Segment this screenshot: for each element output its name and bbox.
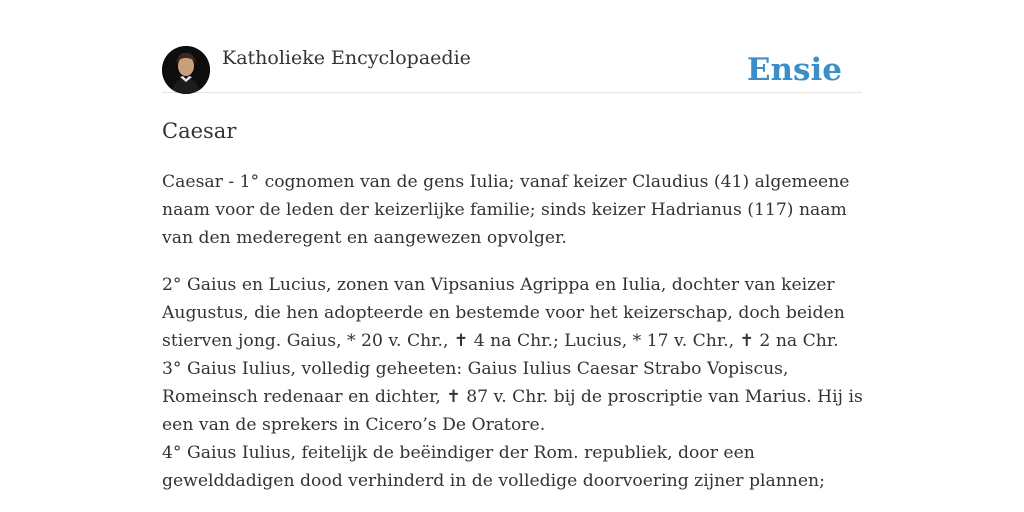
site-header <box>162 46 862 93</box>
article-line: Augustus, die hen adopteerde en bestemde voor het keizerschap, doch beiden <box>162 303 845 323</box>
article-line: van den mederegent en aangewezen opvolger. <box>162 228 567 248</box>
portrait-icon[interactable] <box>162 46 210 94</box>
article-line: een van de sprekers in Cicero’s De Oratore. <box>162 415 546 435</box>
article-line: 4° Gaius Iulius, feitelijk de beëindiger der Rom. republiek, door een <box>162 443 755 463</box>
article-line: Romeinsch redenaar en dichter, ✝ 87 v. Chr. bij de proscriptie van Marius. Hij is <box>162 387 863 407</box>
article-line: stierven jong. Gaius, * 20 v. Chr., ✝ 4 na Chr.; Lucius, * 17 v. Chr., ✝ 2 na Chr. <box>162 331 839 351</box>
article-line: Caesar - 1° cognomen van de gens Iulia; vanaf keizer Claudius (41) algemeene <box>162 172 850 192</box>
article-line: naam voor de leden der keizerlijke familie; sinds keizer Hadrianus (117) naam <box>162 200 847 220</box>
page-title: Caesar <box>162 119 237 143</box>
brand-logo[interactable]: Ensie <box>746 52 842 88</box>
article-line: 2° Gaius en Lucius, zonen van Vipsanius Agrippa en Iulia, dochter van keizer <box>162 275 835 295</box>
article-line: 3° Gaius Iulius, volledig geheeten: Gaius Iulius Caesar Strabo Vopiscus, <box>162 359 789 379</box>
article-line: gewelddadigen dood verhinderd in de volledige doorvoering zijner plannen; <box>162 471 825 491</box>
site-name[interactable]: Katholieke Encyclopaedie <box>222 47 471 69</box>
article-body <box>162 168 862 495</box>
